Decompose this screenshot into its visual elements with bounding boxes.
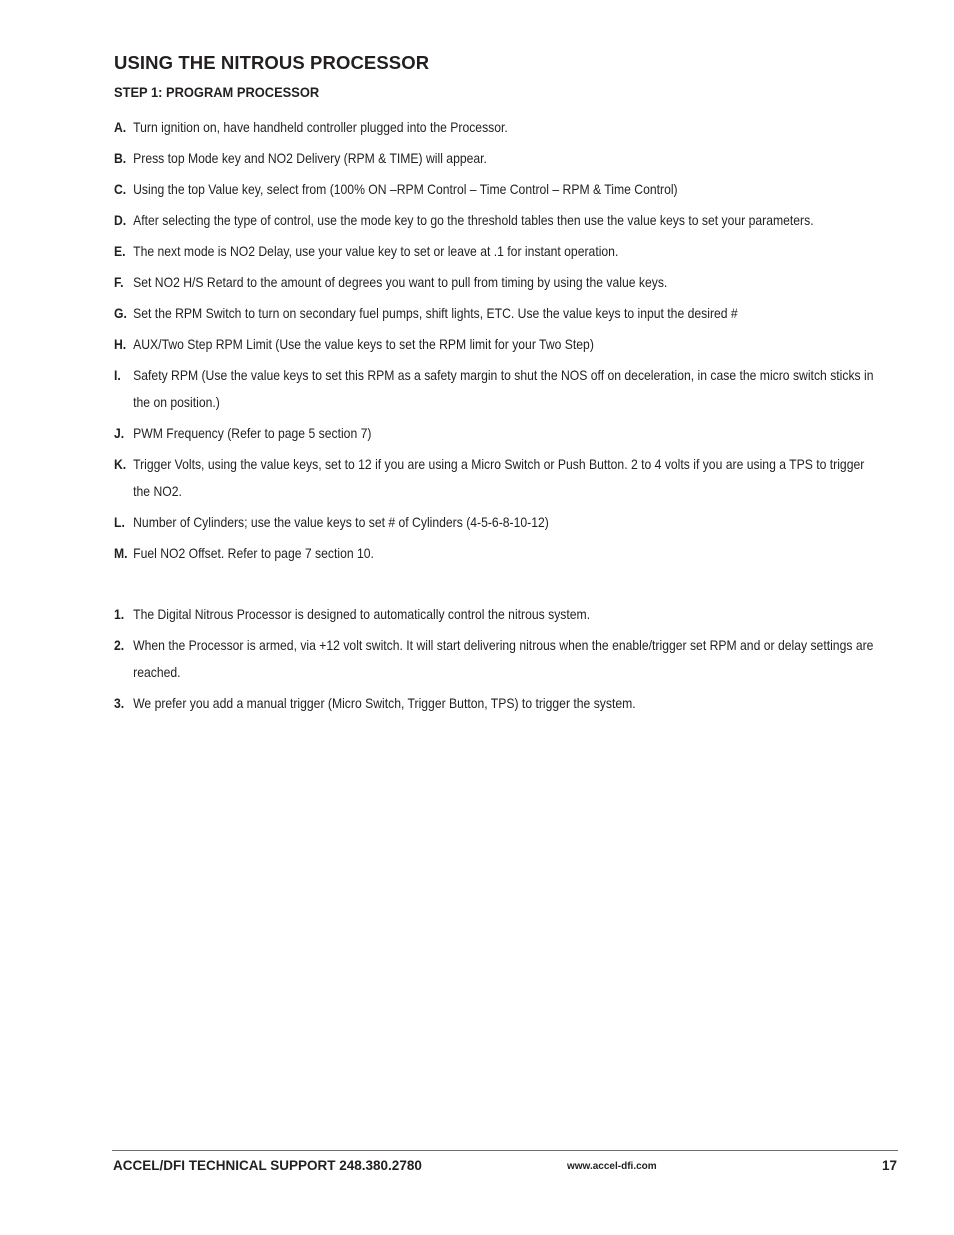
item-text: Trigger Volts, using the value keys, set to 12 if you are using a Micro Switch or Push Button. 2 to 4 volts if you are using a TPS to trigger the NO2.: [133, 456, 865, 499]
list-item: [114, 207, 880, 234]
list-item: [114, 632, 880, 686]
list-item: [114, 145, 880, 172]
operation-notes-list: [114, 601, 880, 721]
item-marker: J.: [114, 425, 125, 441]
item-marker: L.: [114, 514, 125, 530]
item-text: When the Processor is armed, via +12 volt switch. It will start delivering nitrous when the enable/trigger set RPM and or delay settings are reached.: [133, 637, 874, 680]
list-item: [114, 509, 880, 536]
list-item: [114, 451, 880, 505]
item-text: Fuel NO2 Offset. Refer to page 7 section 10.: [133, 545, 374, 561]
item-text: Turn ignition on, have handheld controller plugged into the Processor.: [133, 119, 508, 135]
list-item: [114, 238, 880, 265]
item-marker: C.: [114, 181, 127, 197]
item-text: We prefer you add a manual trigger (Micro Switch, Trigger Button, TPS) to trigger the system.: [133, 695, 636, 711]
item-text: Using the top Value key, select from (100% ON –RPM Control – Time Control – RPM & Time Control): [133, 181, 678, 197]
item-marker: M.: [114, 545, 128, 561]
item-text: The Digital Nitrous Processor is designed to automatically control the nitrous system.: [133, 606, 591, 622]
item-text: Safety RPM (Use the value keys to set this RPM as a safety margin to shut the NOS off on deceleration, in case the micro switch sticks in the on position.): [133, 367, 874, 410]
item-marker: D.: [114, 212, 127, 228]
item-text: Number of Cylinders; use the value keys to set # of Cylinders (4-5-6-8-10-12): [133, 514, 549, 530]
step-heading: STEP 1: PROGRAM PROCESSOR: [114, 84, 320, 100]
item-text: PWM Frequency (Refer to page 5 section 7): [133, 425, 372, 441]
item-marker: A.: [114, 119, 127, 135]
footer-divider: [112, 1150, 898, 1151]
item-marker: K.: [114, 456, 127, 472]
list-item: [114, 331, 880, 358]
list-item: [114, 176, 880, 203]
list-item: [114, 362, 880, 416]
item-marker: H.: [114, 336, 127, 352]
item-marker: 1.: [114, 606, 125, 622]
item-text: Set the RPM Switch to turn on secondary fuel pumps, shift lights, ETC. Use the value keys to input the desired #: [133, 305, 738, 321]
item-marker: G.: [114, 305, 127, 321]
list-item: [114, 540, 880, 567]
item-text: After selecting the type of control, use the mode key to go the threshold tables then use the value keys to set your parameters.: [133, 212, 814, 228]
item-marker: I.: [114, 367, 121, 383]
item-marker: 2.: [114, 637, 125, 653]
footer-website: www.accel-dfi.com: [567, 1161, 657, 1172]
list-item: [114, 690, 880, 717]
page-title: USING THE NITROUS PROCESSOR: [114, 52, 430, 73]
item-text: The next mode is NO2 Delay, use your value key to set or leave at .1 for instant operation.: [133, 243, 619, 259]
page-number: 17: [881, 1158, 897, 1173]
programming-steps-list: [114, 114, 880, 571]
list-item: [114, 269, 880, 296]
item-text: Set NO2 H/S Retard to the amount of degrees you want to pull from timing by using the value keys.: [133, 274, 668, 290]
item-text: Press top Mode key and NO2 Delivery (RPM & TIME) will appear.: [133, 150, 487, 166]
item-marker: E.: [114, 243, 126, 259]
list-item: [114, 300, 880, 327]
item-text: AUX/Two Step RPM Limit (Use the value keys to set the RPM limit for your Two Step): [133, 336, 594, 352]
list-item: [114, 601, 880, 628]
item-marker: 3.: [114, 695, 125, 711]
item-marker: F.: [114, 274, 124, 290]
footer-support-line: ACCEL/DFI TECHNICAL SUPPORT 248.380.2780: [113, 1158, 422, 1173]
item-marker: B.: [114, 150, 127, 166]
list-item: [114, 114, 880, 141]
list-item: [114, 420, 880, 447]
